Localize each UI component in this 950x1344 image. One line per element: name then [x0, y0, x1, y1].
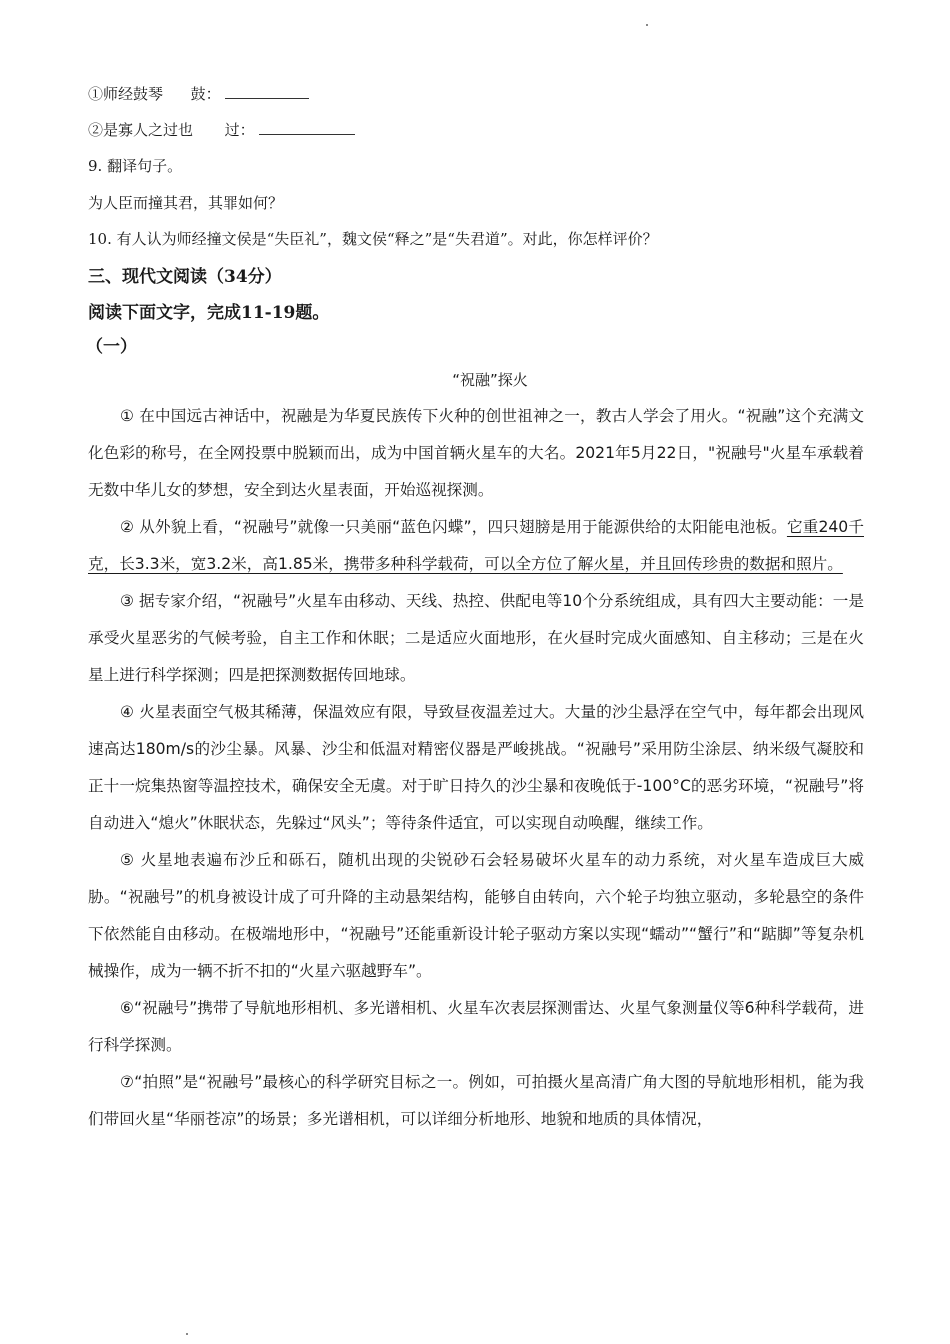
paragraph-7: ⑦“拍照”是“祝融号”最核心的科学研究目标之一。例如，可拍摄火星高清广角大图的导航地形相机，能为我们带回火星“华丽苍凉”的场景；多光谱相机，可以详细分析地形、地貌和地质的具体情况， — [88, 1073, 864, 1128]
paragraph-2 — [88, 509, 864, 583]
article-title: “祝融”探火 — [452, 371, 528, 389]
section-heading: 三、现代文阅读（34分） — [88, 267, 282, 287]
article-body — [88, 398, 864, 1138]
paragraph-2-text: ② 从外貌上看，“祝融号”就像一只美丽“蓝色闪蝶”，四只翅膀是用于能源供给的太阳能电池板。 — [120, 518, 787, 536]
scan-speck — [646, 24, 648, 26]
section-instruction: 阅读下面文字，完成11-19题。 — [88, 303, 330, 323]
question-8-item-1 — [88, 83, 309, 104]
paragraph-1: ① 在中国远古神话中，祝融是为华夏民族传下火种的创世祖神之一，教古人学会了用火。“祝融”这个充满文化色彩的称号，在全网投票中脱颖而出，成为中国首辆火星车的大名。2021年5月22日，"祝融号"火星车承载着无数中华儿女的梦想，安全到达火星表面，开始巡视探测。 — [88, 407, 864, 499]
question-10-prompt: 10. 有人认为师经撞文侯是“失臣礼”，魏文侯“释之”是“失君道”。对此，你怎样评价？ — [88, 230, 658, 248]
paragraph-6: ⑥“祝融号”携带了导航地形相机、多光谱相机、火星车次表层探测雷达、火星气象测量仪等6种科学载荷，进行科学探测。 — [88, 999, 864, 1054]
question-term: 过： — [224, 121, 255, 139]
question-9-prompt: 9. 翻译句子。 — [88, 157, 183, 175]
answer-blank[interactable] — [225, 84, 309, 99]
paragraph-5: ⑤ 火星地表遍布沙丘和砾石，随机出现的尖锐砂石会轻易破坏火星车的动力系统，对火星车造成巨大威胁。“祝融号”的机身被设计成了可升降的主动悬架结构，能够自由转向，六个轮子均独立驱动，多轮悬空的条件下依然能自由移动。在极端地形中，“祝融号”还能重新设计轮子驱动方案以实现“蠕动”“蟹行”和“踮脚”等复杂机械操作，成为一辆不折不扣的“火星六驱越野车”。 — [88, 851, 864, 980]
question-term: 鼓： — [190, 85, 221, 103]
question-label: ②是寡人之过也 — [88, 121, 194, 139]
scan-speck — [186, 1333, 188, 1335]
section-part: （一） — [86, 337, 137, 357]
answer-blank[interactable] — [259, 120, 355, 135]
paragraph-4: ④ 火星表面空气极其稀薄，保温效应有限，导致昼夜温差过大。大量的沙尘悬浮在空气中，每年都会出现风速高达180m/s的沙尘暴。风暴、沙尘和低温对精密仪器是严峻挑战。“祝融号”采用防尘涂层、纳米级气凝胶和正十一烷集热窗等温控技术，确保安全无虞。对于旷日持久的沙尘暴和夜晚低于-100°C的恶劣环境，“祝融号”将自动进入“熄火”休眠状态，先躲过“风头”；等待条件适宜，可以实现自动唤醒，继续工作。 — [88, 703, 864, 832]
paragraph-3: ③ 据专家介绍，“祝融号”火星车由移动、天线、热控、供配电等10个分系统组成，具有四大主要动能：一是承受火星恶劣的气候考验，自主工作和休眠；二是适应火面地形，在火昼时完成火面感知、自主移动；三是在火星上进行科学探测；四是把探测数据传回地球。 — [88, 592, 864, 684]
question-label: ①师经鼓琴 — [88, 85, 164, 103]
question-9-sentence: 为人臣而撞其君，其罪如何？ — [88, 194, 284, 212]
paragraph-2-underlined: 它重240千克，长3.3米，宽3.2米，高1.85米，携带多种科学载荷，可以全方位了解火星，并且回传珍贵的数据和照片。 — [88, 518, 864, 573]
question-8-item-2 — [88, 119, 355, 140]
